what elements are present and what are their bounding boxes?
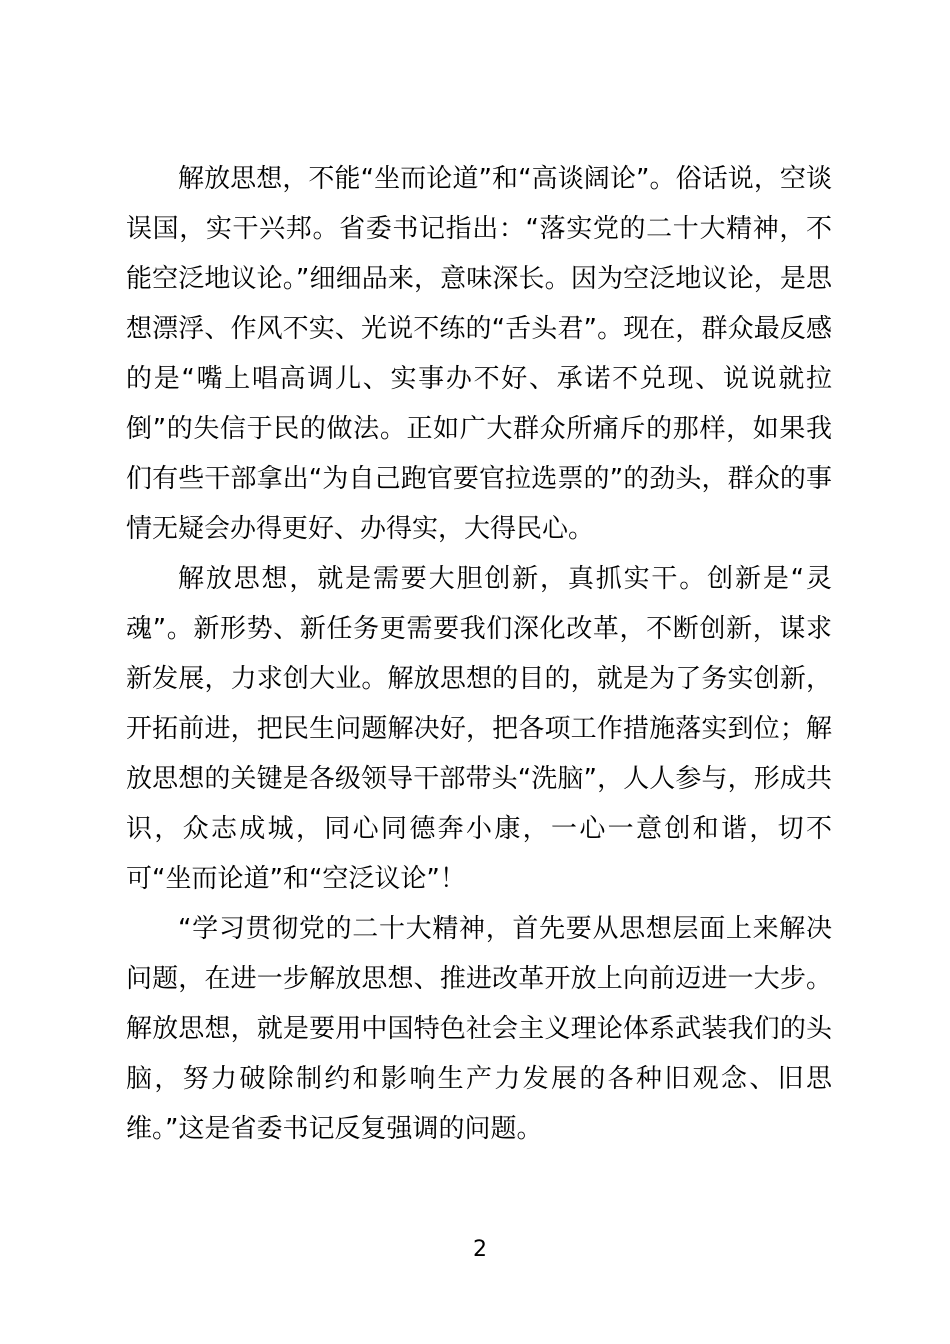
body-text <box>126 154 832 1154</box>
paragraph-1: 解放思想，不能“坐而论道”和“高谈阔论”。俗话说，空谈误国，实干兴邦。省委书记指出：“落实党的二十大精神，不能空泛地议论。”细细品来，意味深长。因为空泛地议论，是思想漂浮、作风不实、光说不练的“舌头君”。现在，群众最反感的是“嘴上唱高调儿、实事办不好、承诺不兑现、说说就拉倒”的失信于民的做法。正如广大群众所痛斥的那样，如果我们有些干部拿出“为自己跑官要官拉选票的”的劲头，群众的事情无疑会办得更好、办得实，大得民心。 <box>126 164 832 544</box>
page-number: 2 <box>473 1237 487 1262</box>
paragraph-3: “学习贯彻党的二十大精神，首先要从思想层面上来解决问题，在进一步解放思想、推进改革开放上向前迈进一大步。解放思想，就是要用中国特色社会主义理论体系武装我们的头脑，努力破除制约和影响生产力发展的各种旧观念、旧思维。”这是省委书记反复强调的问题。 <box>126 914 832 1144</box>
paragraph-2: 解放思想，就是需要大胆创新，真抓实干。创新是“灵魂”。新形势、新任务更需要我们深化改革，不断创新，谋求新发展，力求创大业。解放思想的目的，就是为了务实创新，开拓前进，把民生问题解决好，把各项工作措施落实到位；解放思想的关键是各级领导干部带头“洗脑”，人人参与，形成共识，众志成城，同心同德奔小康，一心一意创和谐，切不可“坐而论道”和“空泛议论”！ <box>126 564 832 894</box>
